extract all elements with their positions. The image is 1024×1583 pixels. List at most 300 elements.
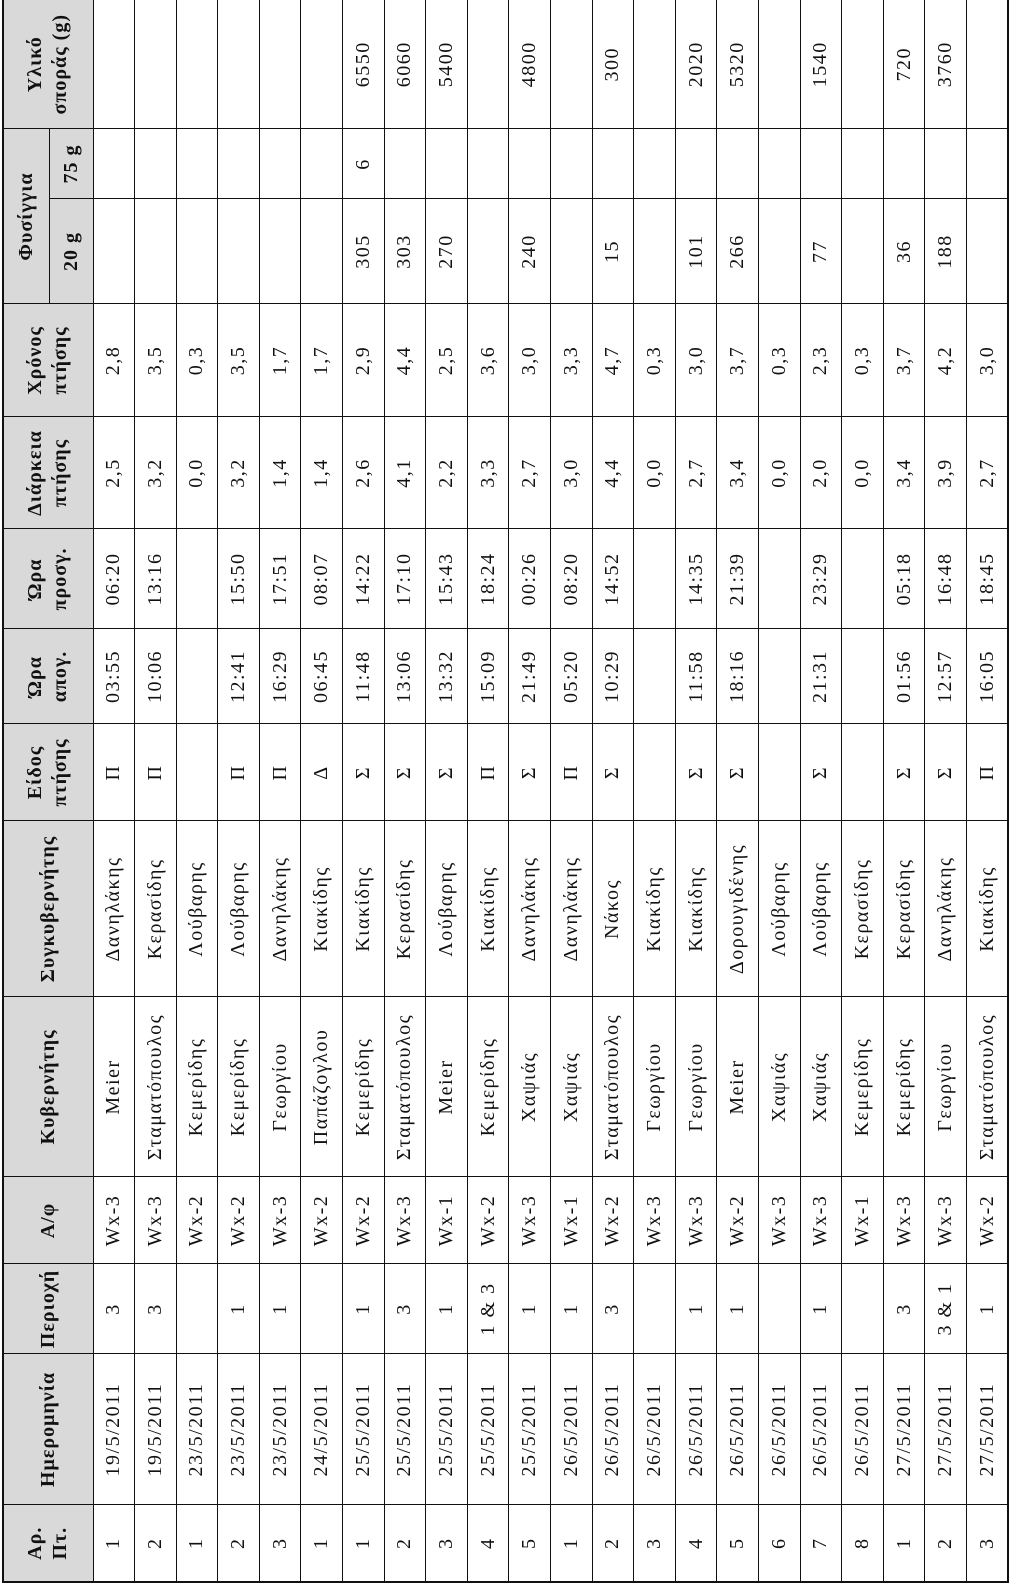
cell-area: 1 & 3 [467, 1264, 509, 1354]
cell-flight-type: Π [218, 724, 260, 821]
cell-cart-20g [966, 199, 1008, 304]
cell-flight-type: Σ [675, 724, 717, 821]
cell-takeoff: 06:45 [301, 629, 343, 724]
cell-date: 26/5/2011 [842, 1354, 884, 1505]
cell-takeoff: 13:06 [384, 629, 426, 724]
cell-no: 3 [966, 1505, 1008, 1582]
cell-landing: 13:16 [135, 529, 177, 629]
cell-flight-type [176, 724, 218, 821]
table-row [842, 0, 884, 1582]
cell-date: 26/5/2011 [675, 1354, 717, 1505]
cell-no: 2 [925, 1505, 967, 1582]
cell-flight-type: Σ [509, 724, 551, 821]
table-row [384, 0, 426, 1582]
cell-no: 7 [800, 1505, 842, 1582]
cell-cart-20g [759, 199, 801, 304]
cell-seeding-g [842, 0, 884, 129]
table-row [717, 0, 759, 1582]
cell-no: 3 [259, 1505, 301, 1582]
cell-landing: 06:20 [93, 529, 135, 629]
cell-seeding-g [634, 0, 676, 129]
cell-seeding-g: 5400 [426, 0, 468, 129]
cell-cart-20g: 266 [717, 199, 759, 304]
cell-flight-time: 2,8 [93, 304, 135, 417]
header-cartridges-20g: 20 g [49, 199, 93, 304]
cell-aircraft: Wx-2 [717, 1177, 759, 1264]
cell-takeoff: 12:57 [925, 629, 967, 724]
cell-area: 1 [218, 1264, 260, 1354]
header-seeding-material-line2: σποράς (g) [49, 14, 72, 115]
cell-takeoff: 21:49 [509, 629, 551, 724]
cell-seeding-g [759, 0, 801, 129]
cell-date: 24/5/2011 [301, 1354, 343, 1505]
cell-cart-20g: 77 [800, 199, 842, 304]
cell-duration: 0,0 [759, 417, 801, 529]
cell-aircraft: Wx-2 [343, 1177, 385, 1264]
cell-cart-75g [675, 129, 717, 199]
cell-no: 4 [467, 1505, 509, 1582]
cell-cart-20g: 240 [509, 199, 551, 304]
cell-cart-75g [966, 129, 1008, 199]
cell-seeding-g [135, 0, 177, 129]
cell-aircraft: Wx-2 [218, 1177, 260, 1264]
cell-flight-time: 3,0 [966, 304, 1008, 417]
cell-duration: 0,0 [634, 417, 676, 529]
cell-copilot: Δανηλάκης [509, 821, 551, 997]
cell-cart-20g: 101 [675, 199, 717, 304]
cell-pilot: Σταματόπουλος [966, 997, 1008, 1177]
cell-cart-20g: 270 [426, 199, 468, 304]
cell-pilot: Σταματόπουλος [592, 997, 634, 1177]
header-flight-time-line2: πτήσης [49, 326, 72, 395]
cell-flight-type: Σ [592, 724, 634, 821]
cell-seeding-g [966, 0, 1008, 129]
cell-cart-75g [717, 129, 759, 199]
cell-copilot: Δορουγιδένης [717, 821, 759, 997]
table-row [259, 0, 301, 1582]
cell-duration: 2,0 [800, 417, 842, 529]
cell-landing: 14:35 [675, 529, 717, 629]
cell-landing [176, 529, 218, 629]
cell-area: 1 [675, 1264, 717, 1354]
cell-flight-time: 4,7 [592, 304, 634, 417]
cell-seeding-g [301, 0, 343, 129]
cell-cart-75g [218, 129, 260, 199]
cell-cart-20g: 305 [343, 199, 385, 304]
cell-flight-type: Σ [717, 724, 759, 821]
cell-no: 2 [218, 1505, 260, 1582]
cell-no: 3 [426, 1505, 468, 1582]
cell-takeoff: 11:48 [343, 629, 385, 724]
cell-seeding-g [176, 0, 218, 129]
cell-copilot: Κιακίδης [966, 821, 1008, 997]
cell-pilot: Χαψιάς [551, 997, 593, 1177]
cell-aircraft: Wx-1 [426, 1177, 468, 1264]
table-row [883, 0, 925, 1582]
cell-takeoff [634, 629, 676, 724]
cell-duration: 2,7 [675, 417, 717, 529]
header-flight-duration-line2: πτήσης [49, 438, 72, 508]
cell-takeoff: 16:29 [259, 629, 301, 724]
header-landing-time-line1: Ώρα [24, 558, 47, 600]
cell-area: 1 [426, 1264, 468, 1354]
cell-flight-time: 3,7 [717, 304, 759, 417]
header-seeding-material-line1: Υλικό [24, 36, 47, 93]
header-aircraft: Α/φ [3, 1177, 93, 1264]
cell-copilot: Κερασίδης [384, 821, 426, 997]
cell-copilot: Νάκος [592, 821, 634, 997]
cell-takeoff: 05:20 [551, 629, 593, 724]
header-date: Ημερομηνία [3, 1354, 93, 1505]
cell-area: 3 [384, 1264, 426, 1354]
cell-pilot: Γεωργίου [925, 997, 967, 1177]
cell-duration: 2,2 [426, 417, 468, 529]
cell-pilot: Κεμερίδης [176, 997, 218, 1177]
cell-flight-time: 0,3 [842, 304, 884, 417]
table-row [218, 0, 260, 1582]
cell-cart-20g: 188 [925, 199, 967, 304]
cell-date: 25/5/2011 [343, 1354, 385, 1505]
cell-flight-time: 1,7 [259, 304, 301, 417]
cell-flight-time: 0,3 [176, 304, 218, 417]
cell-no: 5 [509, 1505, 551, 1582]
table-row [509, 0, 551, 1582]
cell-flight-time: 3,0 [675, 304, 717, 417]
cell-duration: 3,0 [551, 417, 593, 529]
cell-pilot: Γεωργίου [259, 997, 301, 1177]
cell-pilot: Χαψιάς [509, 997, 551, 1177]
cell-copilot: Λούβαρης [218, 821, 260, 997]
cell-date: 23/5/2011 [259, 1354, 301, 1505]
cell-flight-type: Π [259, 724, 301, 821]
header-takeoff-time [3, 629, 93, 724]
cell-cart-75g: 6 [343, 129, 385, 199]
flight-log-table [2, 0, 1009, 1583]
cell-copilot: Λούβαρης [176, 821, 218, 997]
cell-flight-type: Σ [883, 724, 925, 821]
cell-no: 2 [135, 1505, 177, 1582]
cell-landing: 15:50 [218, 529, 260, 629]
header-landing-time-line2: προσγ. [49, 547, 72, 611]
cell-flight-type: Π [966, 724, 1008, 821]
cell-area: 1 [551, 1264, 593, 1354]
cell-flight-time: 2,3 [800, 304, 842, 417]
table-row [966, 0, 1008, 1582]
cell-duration: 2,7 [509, 417, 551, 529]
cell-cart-20g [301, 199, 343, 304]
cell-seeding-g: 6060 [384, 0, 426, 129]
cell-flight-time: 3,7 [883, 304, 925, 417]
cell-date: 25/5/2011 [384, 1354, 426, 1505]
cell-copilot: Κιακίδης [467, 821, 509, 997]
cell-aircraft: Wx-3 [135, 1177, 177, 1264]
cell-landing [759, 529, 801, 629]
cell-aircraft: Wx-3 [883, 1177, 925, 1264]
cell-no: 3 [634, 1505, 676, 1582]
cell-date: 23/5/2011 [176, 1354, 218, 1505]
cell-duration: 3,2 [135, 417, 177, 529]
cell-pilot: Παπάζογλου [301, 997, 343, 1177]
cell-pilot: Σταματόπουλος [384, 997, 426, 1177]
cell-flight-type: Π [467, 724, 509, 821]
cell-takeoff: 10:06 [135, 629, 177, 724]
cell-flight-type: Σ [925, 724, 967, 821]
cell-duration: 1,4 [259, 417, 301, 529]
cell-seeding-g: 4800 [509, 0, 551, 129]
cell-copilot: Κερασίδης [883, 821, 925, 997]
cell-takeoff: 11:58 [675, 629, 717, 724]
table-row [800, 0, 842, 1582]
cell-landing: 08:20 [551, 529, 593, 629]
cell-date: 25/5/2011 [467, 1354, 509, 1505]
cell-cart-20g: 36 [883, 199, 925, 304]
cell-aircraft: Wx-3 [759, 1177, 801, 1264]
cell-area: 1 [259, 1264, 301, 1354]
cell-date: 26/5/2011 [592, 1354, 634, 1505]
cell-flight-type [634, 724, 676, 821]
cell-cart-75g [176, 129, 218, 199]
cell-area: 3 [592, 1264, 634, 1354]
cell-landing [634, 529, 676, 629]
cell-takeoff: 16:05 [966, 629, 1008, 724]
cell-date: 27/5/2011 [966, 1354, 1008, 1505]
cell-aircraft: Wx-3 [93, 1177, 135, 1264]
table-row [759, 0, 801, 1582]
header-flight-no [3, 1505, 93, 1582]
cell-cart-75g [842, 129, 884, 199]
cell-duration: 3,4 [883, 417, 925, 529]
header-area: Περιοχή [3, 1264, 93, 1354]
cell-cart-20g [218, 199, 260, 304]
header-row-main [3, 0, 49, 1582]
cell-cart-20g [135, 199, 177, 304]
cell-pilot: Γεωργίου [634, 997, 676, 1177]
header-landing-time [3, 529, 93, 629]
cell-landing: 21:39 [717, 529, 759, 629]
cell-cart-75g [384, 129, 426, 199]
cell-cart-20g [551, 199, 593, 304]
cell-flight-type [759, 724, 801, 821]
cell-pilot: Meier [717, 997, 759, 1177]
cell-aircraft: Wx-3 [509, 1177, 551, 1264]
cell-no: 8 [842, 1505, 884, 1582]
cell-flight-type: Σ [800, 724, 842, 821]
cell-area: 3 & 1 [925, 1264, 967, 1354]
cell-cart-75g [925, 129, 967, 199]
cell-aircraft: Wx-2 [467, 1177, 509, 1264]
cell-area [759, 1264, 801, 1354]
cell-takeoff: 18:16 [717, 629, 759, 724]
cell-no: 2 [384, 1505, 426, 1582]
cell-aircraft: Wx-3 [800, 1177, 842, 1264]
cell-copilot: Κιακίδης [634, 821, 676, 997]
cell-area: 1 [966, 1264, 1008, 1354]
cell-pilot: Σταματόπουλος [135, 997, 177, 1177]
cell-seeding-g [259, 0, 301, 129]
header-flight-duration [3, 417, 93, 529]
cell-takeoff: 10:29 [592, 629, 634, 724]
cell-duration: 2,7 [966, 417, 1008, 529]
cell-takeoff: 12:41 [218, 629, 260, 724]
cell-area [301, 1264, 343, 1354]
cell-flight-type: Σ [343, 724, 385, 821]
cell-cart-75g [93, 129, 135, 199]
cell-landing: 18:45 [966, 529, 1008, 629]
header-flight-duration-line1: Διάρκεια [24, 430, 47, 516]
cell-no: 1 [176, 1505, 218, 1582]
cell-takeoff: 03:55 [93, 629, 135, 724]
cell-area [634, 1264, 676, 1354]
cell-cart-20g [176, 199, 218, 304]
cell-cart-20g [93, 199, 135, 304]
cell-aircraft: Wx-2 [301, 1177, 343, 1264]
table-row [551, 0, 593, 1582]
cell-flight-type: Π [135, 724, 177, 821]
header-copilot: Συγκυβερνήτης [3, 821, 93, 997]
cell-pilot: Χαψιάς [800, 997, 842, 1177]
cell-flight-time: 3,6 [467, 304, 509, 417]
cell-landing: 17:51 [259, 529, 301, 629]
cell-area [842, 1264, 884, 1354]
cell-seeding-g: 1540 [800, 0, 842, 129]
cell-copilot: Λούβαρης [426, 821, 468, 997]
cell-area: 1 [343, 1264, 385, 1354]
cell-duration: 1,4 [301, 417, 343, 529]
cell-landing: 18:24 [467, 529, 509, 629]
cell-duration: 2,6 [343, 417, 385, 529]
header-cartridges-75g: 75 g [49, 129, 93, 199]
table-body [93, 0, 1008, 1582]
cell-area: 1 [717, 1264, 759, 1354]
header-takeoff-time-line2: απογ. [49, 650, 72, 703]
cell-seeding-g: 3760 [925, 0, 967, 129]
cell-aircraft: Wx-3 [384, 1177, 426, 1264]
cell-seeding-g: 2020 [675, 0, 717, 129]
cell-seeding-g [467, 0, 509, 129]
cell-date: 26/5/2011 [551, 1354, 593, 1505]
cell-aircraft: Wx-3 [259, 1177, 301, 1264]
table-row [925, 0, 967, 1582]
cell-aircraft: Wx-2 [966, 1177, 1008, 1264]
header-cartridges: Φυσίγγια [3, 129, 49, 304]
header-flight-no-line1: Αρ. [24, 1526, 47, 1560]
cell-seeding-g [551, 0, 593, 129]
header-flight-type-line2: πτήσης [49, 738, 72, 807]
cell-flight-time: 2,5 [426, 304, 468, 417]
table-row [135, 0, 177, 1582]
cell-flight-time: 1,7 [301, 304, 343, 417]
cell-aircraft: Wx-3 [925, 1177, 967, 1264]
cell-landing: 15:43 [426, 529, 468, 629]
cell-flight-time: 3,5 [135, 304, 177, 417]
cell-no: 1 [343, 1505, 385, 1582]
cell-copilot: Δανηλάκης [551, 821, 593, 997]
cell-takeoff: 21:31 [800, 629, 842, 724]
header-flight-no-line2: Πτ. [49, 1526, 72, 1560]
cell-copilot: Λούβαρης [800, 821, 842, 997]
cell-takeoff [176, 629, 218, 724]
cell-takeoff: 15:09 [467, 629, 509, 724]
cell-landing: 14:22 [343, 529, 385, 629]
cell-no: 1 [93, 1505, 135, 1582]
cell-aircraft: Wx-3 [634, 1177, 676, 1264]
cell-flight-time: 3,3 [551, 304, 593, 417]
cell-seeding-g [218, 0, 260, 129]
header-flight-time-line1: Χρόνος [24, 326, 47, 395]
table-header [3, 0, 93, 1582]
cell-pilot: Κεμερίδης [842, 997, 884, 1177]
header-flight-time [3, 304, 93, 417]
cell-pilot: Χαψιάς [759, 997, 801, 1177]
cell-cart-75g [800, 129, 842, 199]
cell-no: 4 [675, 1505, 717, 1582]
cell-date: 27/5/2011 [925, 1354, 967, 1505]
cell-takeoff: 13:32 [426, 629, 468, 724]
cell-date: 26/5/2011 [800, 1354, 842, 1505]
cell-area: 3 [93, 1264, 135, 1354]
cell-flight-type: Π [93, 724, 135, 821]
cell-pilot: Meier [426, 997, 468, 1177]
cell-cart-20g [634, 199, 676, 304]
cell-cart-20g: 303 [384, 199, 426, 304]
table-row [301, 0, 343, 1582]
cell-flight-time: 4,4 [384, 304, 426, 417]
header-flight-type [3, 724, 93, 821]
cell-no: 1 [551, 1505, 593, 1582]
cell-copilot: Κιακίδης [343, 821, 385, 997]
cell-duration: 4,1 [384, 417, 426, 529]
cell-area [176, 1264, 218, 1354]
cell-cart-75g [592, 129, 634, 199]
cell-flight-type: Π [551, 724, 593, 821]
cell-duration: 0,0 [842, 417, 884, 529]
cell-area: 3 [883, 1264, 925, 1354]
cell-duration: 0,0 [176, 417, 218, 529]
cell-copilot: Κερασίδης [842, 821, 884, 997]
cell-cart-75g [301, 129, 343, 199]
cell-pilot: Meier [93, 997, 135, 1177]
cell-flight-time: 3,0 [509, 304, 551, 417]
cell-date: 23/5/2011 [218, 1354, 260, 1505]
cell-flight-type: Σ [384, 724, 426, 821]
header-flight-type-line1: Είδος [24, 745, 47, 800]
cell-takeoff: 01:56 [883, 629, 925, 724]
cell-seeding-g: 300 [592, 0, 634, 129]
cell-date: 25/5/2011 [509, 1354, 551, 1505]
cell-duration: 3,9 [925, 417, 967, 529]
table-row [592, 0, 634, 1582]
cell-date: 19/5/2011 [135, 1354, 177, 1505]
cell-cart-75g [634, 129, 676, 199]
cell-duration: 4,4 [592, 417, 634, 529]
cell-pilot: Κεμερίδης [218, 997, 260, 1177]
cell-cart-20g [259, 199, 301, 304]
cell-flight-time: 0,3 [759, 304, 801, 417]
cell-cart-75g [551, 129, 593, 199]
cell-copilot: Δανηλάκης [925, 821, 967, 997]
table-row [426, 0, 468, 1582]
cell-takeoff [842, 629, 884, 724]
cell-duration: 2,5 [93, 417, 135, 529]
cell-seeding-g: 5320 [717, 0, 759, 129]
cell-aircraft: Wx-1 [551, 1177, 593, 1264]
cell-cart-75g [426, 129, 468, 199]
cell-duration: 3,4 [717, 417, 759, 529]
cell-flight-time: 0,3 [634, 304, 676, 417]
cell-landing: 08:07 [301, 529, 343, 629]
table-row [467, 0, 509, 1582]
cell-cart-20g [467, 199, 509, 304]
